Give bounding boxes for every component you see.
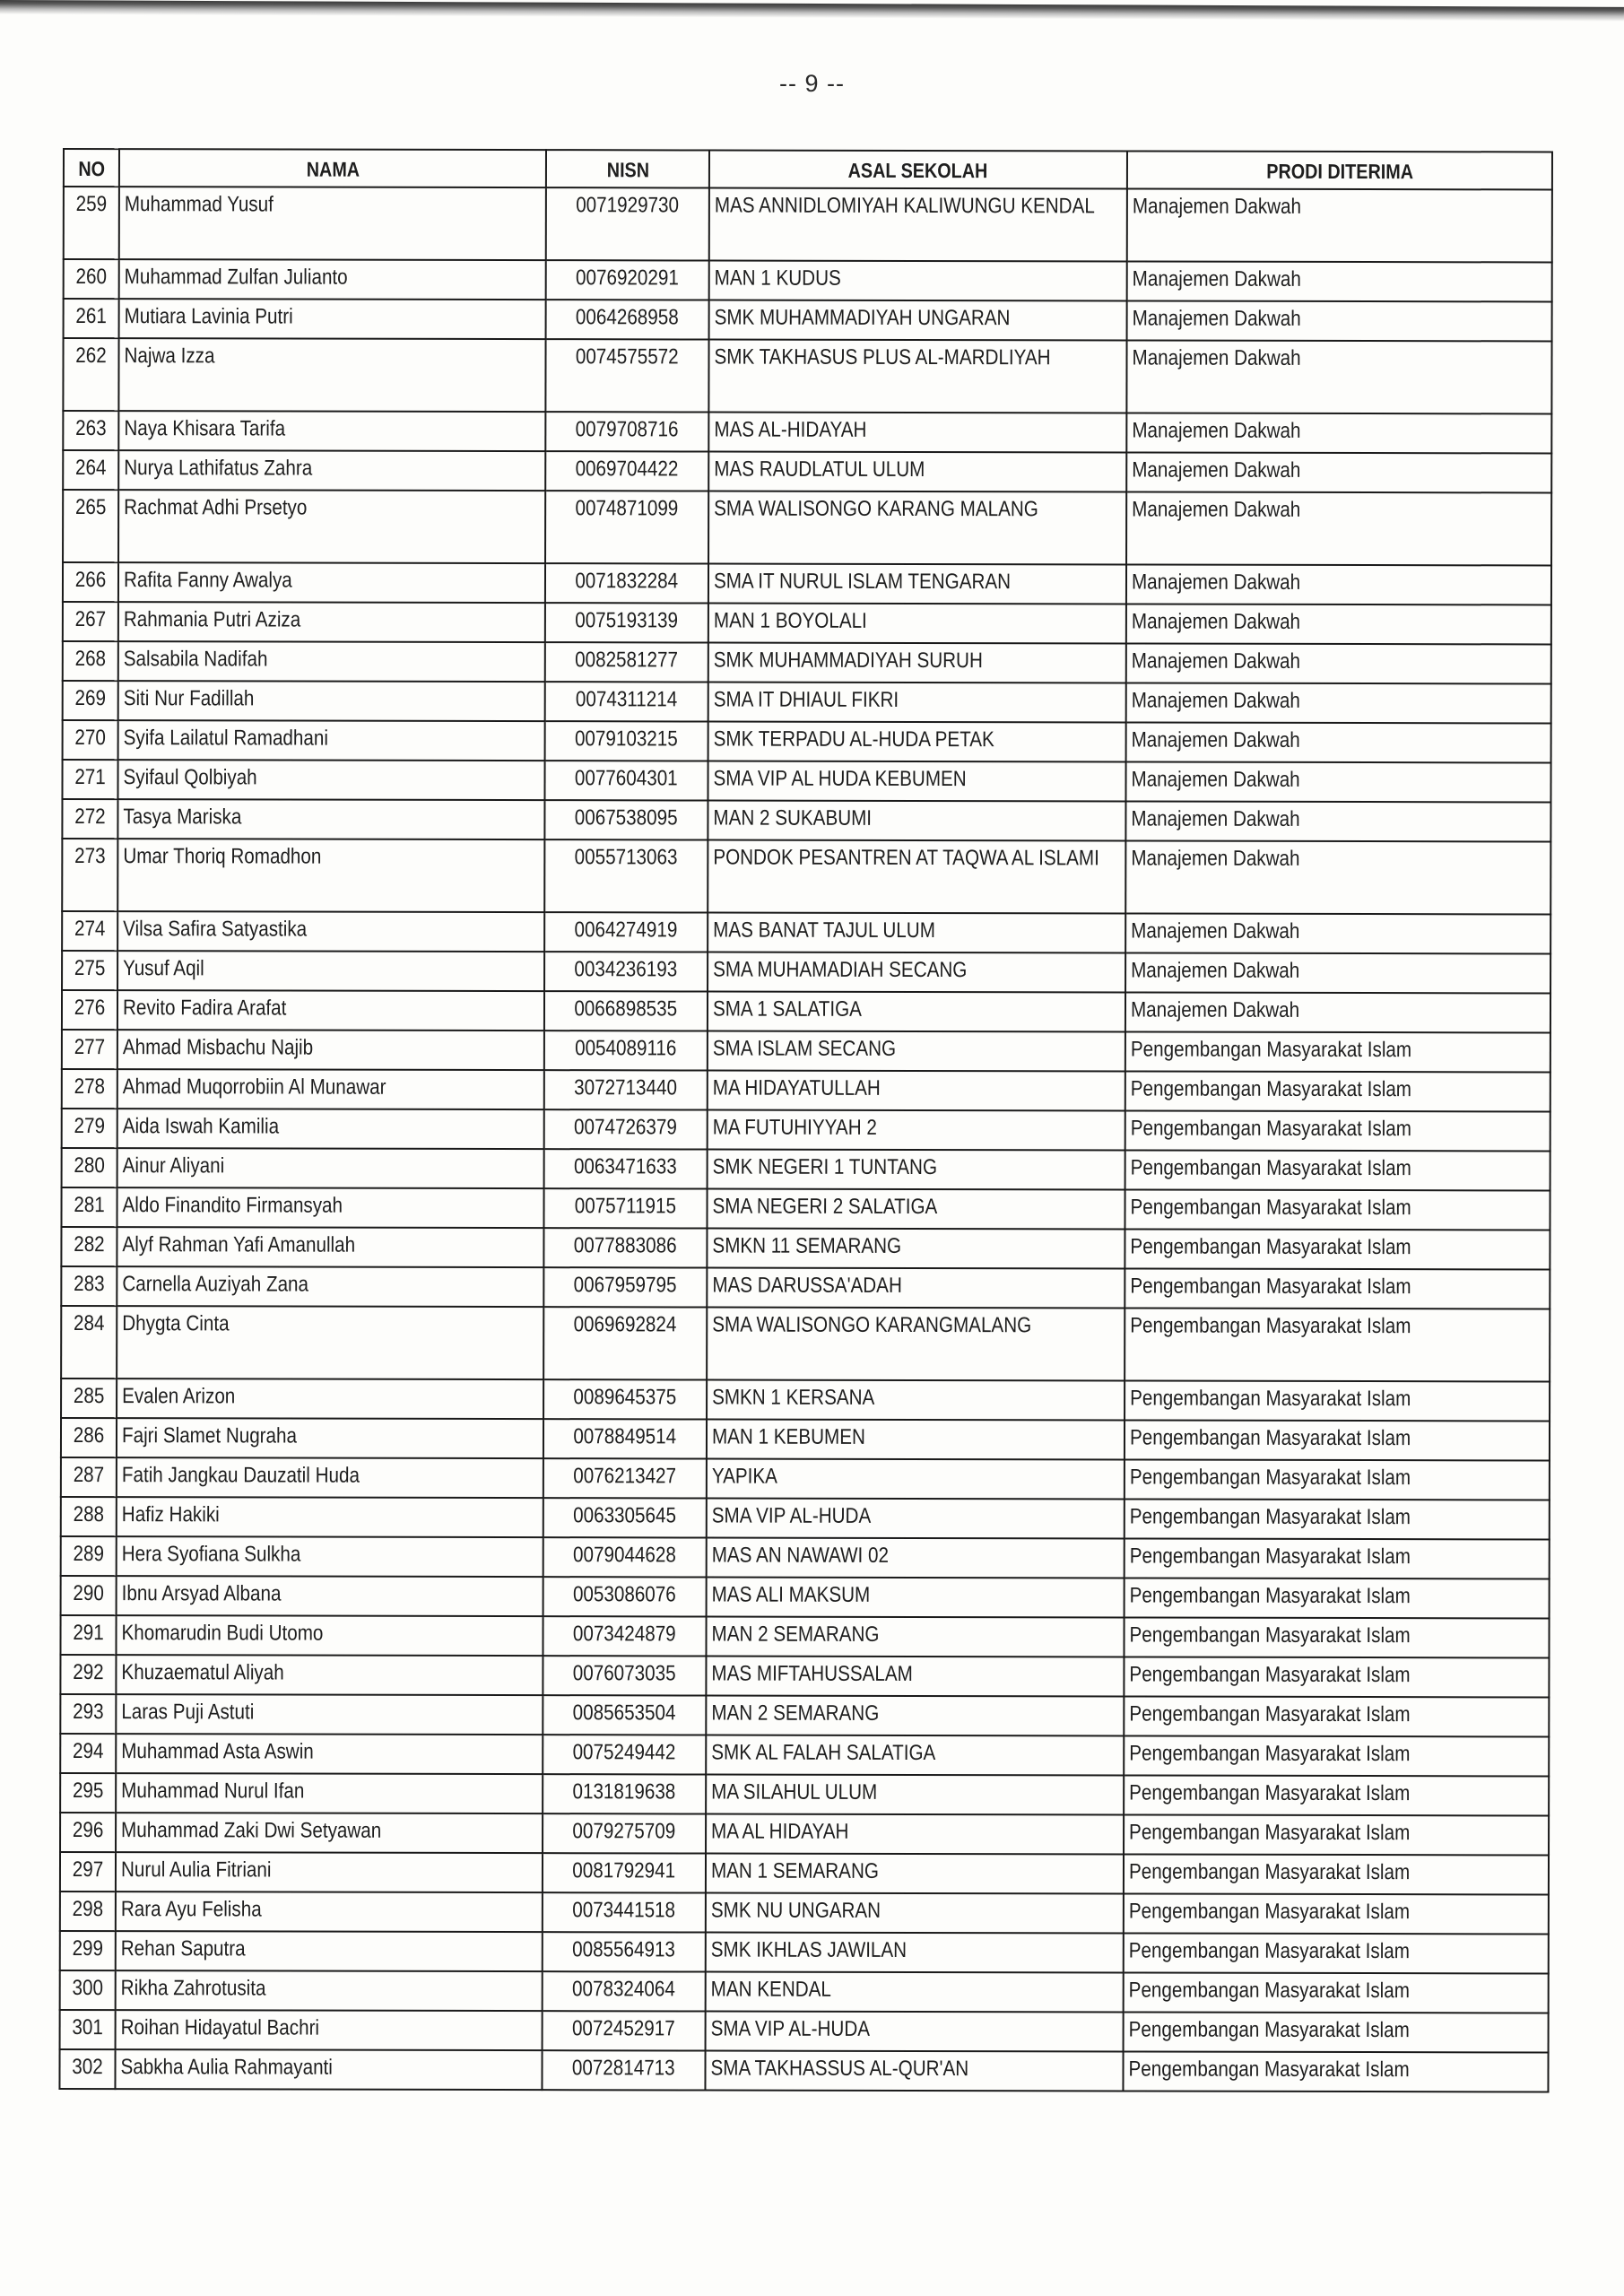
cell-nisn: 0081792941 [543,1853,706,1892]
cell-nama: Fatih Jangkau Dauzatil Huda [117,1457,543,1498]
table-row [64,259,1552,301]
cell-asal-sekolah: SMK TAKHASUS PLUS AL-MARDLIYAH [708,340,1126,413]
cell-no: 296 [60,1813,116,1852]
table-row [61,1378,1550,1421]
cell-nisn: 0053086076 [543,1577,707,1616]
cell-no: 268 [63,641,118,681]
cell-nama: Aida Iswah Kamilia [117,1109,544,1149]
cell-no: 295 [60,1773,116,1813]
cell-nisn: 0069692824 [543,1307,707,1379]
cell-asal-sekolah: MA AL HIDAYAH [706,1814,1124,1855]
table-row [61,1418,1550,1460]
cell-no: 301 [60,2010,116,2049]
table-row [63,720,1551,762]
cell-prodi-diterima: Pengembangan Masyarakat Islam [1124,1735,1549,1776]
cell-prodi-diterima: Manajemen Dakwah [1126,722,1551,762]
cell-prodi-diterima: Manajemen Dakwah [1126,452,1551,492]
cell-asal-sekolah: SMA TAKHASSUS AL-QUR'AN [705,2051,1123,2092]
cell-no: 285 [61,1378,117,1418]
cell-nama: Rikha Zahrotusita [116,1970,543,2011]
cell-prodi-diterima: Manajemen Dakwah [1125,952,1550,993]
cell-no: 277 [62,1030,117,1069]
cell-no: 270 [63,720,118,760]
cell-no: 262 [63,338,118,411]
cell-nisn: 0075193139 [545,603,708,642]
cell-nisn: 0067959795 [543,1267,707,1307]
cell-asal-sekolah: PONDOK PESANTREN AT TAQWA AL ISLAMI [708,840,1125,914]
table-row [62,1109,1550,1151]
cell-nisn: 0055713063 [544,839,708,912]
cell-prodi-diterima: Pengembangan Masyarakat Islam [1124,1972,1549,2013]
table-row [60,1813,1549,1855]
cell-nama: Siti Nur Fadillah [118,681,545,721]
cell-asal-sekolah: SMA IT NURUL ISLAM TENGARAN [708,564,1126,604]
cell-nisn: 0072452917 [543,2011,706,2050]
cell-nisn: 0066898535 [544,991,708,1031]
cell-asal-sekolah: SMKN 1 KERSANA [707,1380,1125,1421]
cell-asal-sekolah: SMA WALISONGO KARANGMALANG [707,1308,1125,1381]
cell-asal-sekolah: MAS AL-HIDAYAH [708,413,1126,453]
cell-no: 271 [62,760,117,799]
table-row [63,681,1551,723]
cell-prodi-diterima: Pengembangan Masyarakat Islam [1125,1229,1550,1269]
table-row [62,951,1550,993]
cell-asal-sekolah: SMK IKHLAS JAWILAN [706,1933,1124,1973]
table-row [63,338,1551,413]
cell-no: 298 [60,1892,116,1931]
cell-asal-sekolah: MAN 2 SEMARANG [706,1617,1124,1657]
table-row [63,411,1551,453]
cell-nisn: 0085564913 [543,1932,706,1971]
cell-no: 275 [62,951,117,990]
cell-asal-sekolah: MAN 2 SUKABUMI [708,801,1125,841]
cell-nisn: 0079275709 [543,1813,706,1853]
cell-no: 269 [63,681,118,720]
table-row [62,1069,1550,1111]
table-row [60,1970,1549,2013]
cell-no: 260 [64,259,119,299]
cell-nama: Mutiara Lavinia Putri [119,299,546,339]
cell-nama: Ahmad Misbachu Najib [117,1030,544,1070]
table-row [60,2010,1549,2052]
column-header-asal-sekolah: ASAL SEKOLAH [709,151,1127,189]
page-number: -- 9 -- [779,70,845,97]
cell-no: 264 [63,450,118,490]
cell-asal-sekolah: MAN KENDAL [706,1972,1124,2013]
cell-nama: Rachmat Adhi Prsetyo [118,490,545,563]
cell-prodi-diterima: Pengembangan Masyarakat Islam [1124,1657,1549,1697]
cell-nama: Naya Khisara Tarifa [118,411,545,451]
cell-prodi-diterima: Manajemen Dakwah [1125,913,1550,953]
cell-prodi-diterima: Pengembangan Masyarakat Islam [1123,2051,1548,2092]
cell-asal-sekolah: SMK NEGERI 1 TUNTANG [708,1150,1125,1190]
table-row [60,1773,1549,1815]
cell-no: 302 [59,2049,115,2089]
table-row [63,490,1551,565]
cell-nama: Ibnu Arsyad Albana [117,1576,543,1616]
table-row [60,1892,1549,1934]
cell-nisn: 0054089116 [544,1031,708,1070]
scan-edge-shadow [0,0,1624,22]
cell-nisn: 0077883086 [543,1228,707,1267]
cell-asal-sekolah: MAS DARUSSA'ADAH [707,1268,1125,1309]
cell-prodi-diterima: Manajemen Dakwah [1125,761,1550,802]
cell-asal-sekolah: MA SILAHUL ULUM [706,1775,1124,1815]
cell-no: 281 [61,1187,117,1227]
table-row [60,1852,1549,1894]
table-row [61,1187,1550,1230]
cell-prodi-diterima: Pengembangan Masyarakat Islam [1125,1459,1550,1500]
cell-nisn: 0076920291 [546,260,709,300]
cell-prodi-diterima: Pengembangan Masyarakat Islam [1125,1268,1550,1309]
cell-nisn: 0063305645 [543,1498,707,1537]
cell-no: 290 [61,1576,117,1615]
table-row [62,911,1550,953]
cell-asal-sekolah: MAN 2 SEMARANG [706,1696,1124,1736]
cell-asal-sekolah: SMA 1 SALATIGA [708,992,1125,1032]
cell-nama: Syifaul Qolbiyah [117,760,544,800]
cell-prodi-diterima: Manajemen Dakwah [1125,992,1550,1032]
cell-nama: Carnella Auziyah Zana [117,1266,543,1307]
table-row [60,1931,1549,1973]
cell-nama: Hera Syofiana Sulkha [117,1536,543,1577]
table-row [62,1030,1550,1072]
cell-nama: Salsabila Nadifah [118,641,545,682]
table-row [61,1457,1550,1500]
cell-nama: Rara Ayu Felisha [116,1892,543,1932]
cell-prodi-diterima: Pengembangan Masyarakat Islam [1125,1499,1550,1539]
cell-prodi-diterima: Pengembangan Masyarakat Islam [1124,1854,1549,1894]
column-header-no: NO [64,149,119,187]
cell-prodi-diterima: Pengembangan Masyarakat Islam [1125,1150,1550,1190]
cell-no: 283 [61,1266,117,1306]
table-row [62,990,1550,1032]
cell-asal-sekolah: SMK TERPADU AL-HUDA PETAK [708,722,1126,762]
table-row [62,799,1550,841]
cell-prodi-diterima: Manajemen Dakwah [1126,340,1551,413]
cell-nama: Rafita Fanny Awalya [118,562,545,603]
cell-no: 287 [61,1457,117,1497]
cell-nisn: 0085653504 [543,1695,706,1735]
cell-prodi-diterima: Pengembangan Masyarakat Islam [1124,1893,1549,1934]
cell-nama: Rahmania Putri Aziza [118,602,545,642]
cell-asal-sekolah: MA HIDAYATULLAH [708,1071,1125,1111]
cell-no: 266 [63,562,118,602]
cell-asal-sekolah: SMA VIP AL-HUDA [707,1499,1125,1539]
cell-prodi-diterima: Manajemen Dakwah [1127,261,1552,301]
cell-asal-sekolah: MAS BANAT TAJUL ULUM [708,913,1125,953]
cell-nisn: 3072713440 [544,1070,708,1109]
column-header-nama: NAMA [119,149,546,187]
cell-prodi-diterima: Manajemen Dakwah [1126,643,1551,683]
cell-asal-sekolah: MAS ALI MAKSUM [707,1578,1125,1618]
cell-nama: Roihan Hidayatul Bachri [116,2010,543,2050]
table-row [61,1576,1550,1618]
cell-prodi-diterima: Pengembangan Masyarakat Islam [1125,1110,1550,1151]
cell-prodi-diterima: Manajemen Dakwah [1126,491,1551,565]
table-row [63,562,1551,604]
cell-asal-sekolah: MAS ANNIDLOMIYAH KALIWUNGU KENDAL [709,188,1127,262]
cell-asal-sekolah: SMA IT DHIAUL FIKRI [708,683,1126,723]
cell-nama: Syifa Lailatul Ramadhani [118,720,545,761]
cell-no: 276 [62,990,117,1030]
cell-asal-sekolah: SMA VIP AL-HUDA [706,2012,1124,2052]
cell-no: 265 [63,490,118,562]
cell-prodi-diterima: Pengembangan Masyarakat Islam [1124,1617,1549,1657]
cell-prodi-diterima: Manajemen Dakwah [1126,564,1551,604]
cell-no: 292 [60,1655,116,1694]
cell-no: 291 [60,1615,116,1655]
cell-prodi-diterima: Pengembangan Masyarakat Islam [1125,1308,1550,1381]
cell-nisn: 0074726379 [544,1109,708,1149]
cell-nama: Fajri Slamet Nugraha [117,1418,543,1458]
cell-no: 261 [64,299,119,338]
cell-nama: Khomarudin Budi Utomo [116,1615,543,1656]
cell-nisn: 0073424879 [543,1616,706,1656]
admission-results-table [58,148,1553,2092]
cell-asal-sekolah: MAN 1 KEBUMEN [707,1420,1125,1460]
cell-nama: Sabkha Aulia Rahmayanti [115,2049,542,2090]
cell-nisn: 0067538095 [544,800,708,839]
table-row [62,839,1550,914]
cell-asal-sekolah: SMKN 11 SEMARANG [707,1229,1125,1269]
table-row [63,641,1551,683]
cell-nisn: 0089645375 [543,1379,707,1419]
cell-nama: Khuzaematul Aliyah [116,1655,543,1695]
cell-asal-sekolah: SMA VIP AL HUDA KEBUMEN [708,761,1125,802]
cell-prodi-diterima: Manajemen Dakwah [1126,413,1551,453]
cell-no: 300 [60,1970,116,2010]
cell-prodi-diterima: Pengembangan Masyarakat Islam [1124,1775,1549,1815]
cell-prodi-diterima: Pengembangan Masyarakat Islam [1125,1420,1550,1460]
cell-prodi-diterima: Pengembangan Masyarakat Islam [1124,2012,1549,2052]
cell-nisn: 0071832284 [545,563,708,603]
column-header-nisn: NISN [546,150,709,187]
cell-nisn: 0071929730 [546,187,709,260]
cell-nisn: 0076213427 [543,1458,707,1498]
cell-nama: Umar Thoriq Romadhon [117,839,544,912]
cell-asal-sekolah: SMA ISLAM SECANG [708,1031,1125,1072]
cell-no: 297 [60,1852,116,1892]
cell-asal-sekolah: MAN 1 KUDUS [709,261,1127,301]
cell-no: 278 [62,1069,117,1109]
table-row [61,1227,1550,1269]
cell-nisn: 0079103215 [545,721,708,761]
cell-asal-sekolah: YAPIKA [707,1459,1125,1500]
column-header-prodi-diterima: PRODI DITERIMA [1127,151,1552,189]
cell-nama: Muhammad Zaki Dwi Setyawan [116,1813,543,1853]
cell-prodi-diterima: Pengembangan Masyarakat Islam [1125,1189,1550,1230]
table-row [61,1536,1550,1578]
cell-nisn: 0063471633 [544,1149,708,1188]
cell-nisn: 0077604301 [544,761,708,800]
cell-no: 288 [61,1497,117,1536]
cell-nama: Vilsa Safira Satyastika [117,911,544,952]
cell-no: 272 [62,799,117,839]
cell-nama: Muhammad Yusuf [119,187,546,260]
cell-nama: Yusuf Aqil [117,951,544,991]
cell-prodi-diterima: Pengembangan Masyarakat Islam [1125,1031,1550,1072]
cell-nisn: 0075249442 [543,1735,706,1774]
cell-nisn: 0082581277 [545,642,708,682]
cell-no: 286 [61,1418,117,1457]
cell-nama: Tasya Mariska [117,799,544,839]
table-row [60,1615,1549,1657]
cell-nama: Hafiz Hakiki [117,1497,543,1537]
table-row [59,2049,1548,2092]
cell-nisn: 0079044628 [543,1537,707,1577]
cell-nisn: 0074871099 [545,491,708,563]
cell-nama: Nurya Lathifatus Zahra [118,450,545,491]
cell-asal-sekolah: SMK MUHAMMADIYAH SURUH [708,643,1126,683]
cell-nisn: 0074575572 [545,339,708,412]
cell-nisn: 0072814713 [542,2050,705,2090]
cell-nama: Laras Puji Astuti [116,1694,543,1735]
table-row [64,187,1552,262]
cell-asal-sekolah: SMA WALISONGO KARANG MALANG [708,491,1126,565]
cell-nama: Muhammad Zulfan Julianto [119,259,546,300]
cell-nama: Najwa Izza [118,338,545,412]
cell-prodi-diterima: Manajemen Dakwah [1125,801,1550,841]
cell-prodi-diterima: Manajemen Dakwah [1127,188,1552,262]
cell-asal-sekolah: SMK NU UNGARAN [706,1893,1124,1934]
cell-asal-sekolah: SMK MUHAMMADIYAH UNGARAN [709,300,1127,341]
cell-prodi-diterima: Pengembangan Masyarakat Islam [1125,1578,1550,1618]
cell-asal-sekolah: MAN 1 SEMARANG [706,1854,1124,1894]
cell-nama: Rehan Saputra [116,1931,543,1971]
cell-prodi-diterima: Pengembangan Masyarakat Islam [1125,1380,1550,1421]
table-row [64,299,1552,341]
cell-nama: Muhammad Nurul Ifan [116,1773,543,1813]
cell-nisn: 0034236193 [544,952,708,991]
table-row [62,1148,1550,1190]
cell-asal-sekolah: SMA NEGERI 2 SALATIGA [707,1189,1125,1230]
cell-nama: Dhygta Cinta [117,1306,543,1379]
cell-nama: Revito Fadira Arafat [117,990,544,1031]
cell-nisn: 0079708716 [545,412,708,451]
cell-nisn: 0073441518 [543,1892,706,1932]
cell-nisn: 0074311214 [545,682,708,721]
cell-prodi-diterima: Manajemen Dakwah [1125,840,1550,914]
cell-prodi-diterima: Pengembangan Masyarakat Islam [1125,1538,1550,1578]
cell-no: 282 [61,1227,117,1266]
cell-no: 263 [63,411,118,450]
table-row [60,1734,1549,1776]
cell-nama: Ainur Aliyani [117,1148,544,1188]
table-body [59,187,1551,2092]
cell-prodi-diterima: Pengembangan Masyarakat Islam [1124,1933,1549,1973]
cell-asal-sekolah: MAS AN NAWAWI 02 [707,1538,1125,1578]
cell-asal-sekolah: MAN 1 BOYOLALI [708,604,1126,644]
cell-asal-sekolah: MAS RAUDLATUL ULUM [708,452,1126,492]
cell-nama: Aldo Finandito Firmansyah [117,1187,543,1228]
cell-prodi-diterima: Pengembangan Masyarakat Islam [1125,1071,1550,1111]
cell-no: 259 [64,187,119,259]
cell-no: 294 [60,1734,116,1773]
cell-asal-sekolah: SMA MUHAMADIAH SECANG [708,952,1125,993]
cell-no: 267 [63,602,118,641]
table-row [63,602,1551,644]
cell-no: 273 [62,839,117,911]
table-header-row [64,149,1552,189]
cell-nama: Evalen Arizon [117,1378,543,1419]
cell-nama: Alyf Rahman Yafi Amanullah [117,1227,543,1267]
table-row [62,760,1550,802]
cell-nisn: 0078324064 [543,1971,706,2011]
cell-asal-sekolah: MA FUTUHIYYAH 2 [708,1110,1125,1151]
table-row [60,1694,1549,1736]
cell-nisn: 0076073035 [543,1656,706,1695]
cell-no: 299 [60,1931,116,1970]
cell-prodi-diterima: Pengembangan Masyarakat Islam [1124,1696,1549,1736]
cell-no: 293 [60,1694,116,1734]
cell-nisn: 0069704422 [545,451,708,491]
cell-asal-sekolah: SMK AL FALAH SALATIGA [706,1735,1124,1776]
cell-no: 280 [62,1148,117,1187]
cell-no: 289 [61,1536,117,1576]
cell-prodi-diterima: Manajemen Dakwah [1126,683,1551,723]
cell-prodi-diterima: Manajemen Dakwah [1127,300,1552,341]
cell-no: 284 [61,1306,117,1378]
cell-nama: Ahmad Muqorrobiin Al Munawar [117,1069,544,1109]
cell-prodi-diterima: Manajemen Dakwah [1126,604,1551,644]
cell-nisn: 0078849514 [543,1419,707,1458]
admission-table-container [58,148,1551,2092]
table-row [61,1497,1550,1539]
cell-prodi-diterima: Pengembangan Masyarakat Islam [1124,1814,1549,1855]
cell-nama: Nurul Aulia Fitriani [116,1852,543,1892]
table-row [61,1266,1550,1309]
cell-nisn: 0075711915 [543,1188,707,1228]
cell-nama: Muhammad Asta Aswin [116,1734,543,1774]
cell-no: 274 [62,911,117,951]
cell-asal-sekolah: MAS MIFTAHUSSALAM [706,1657,1124,1697]
cell-nisn: 0064274919 [544,912,708,952]
cell-no: 279 [62,1109,117,1148]
table-row [60,1655,1549,1697]
table-row [63,450,1551,492]
cell-nisn: 0131819638 [543,1774,706,1813]
cell-nisn: 0064268958 [546,300,709,339]
table-row [61,1306,1550,1381]
